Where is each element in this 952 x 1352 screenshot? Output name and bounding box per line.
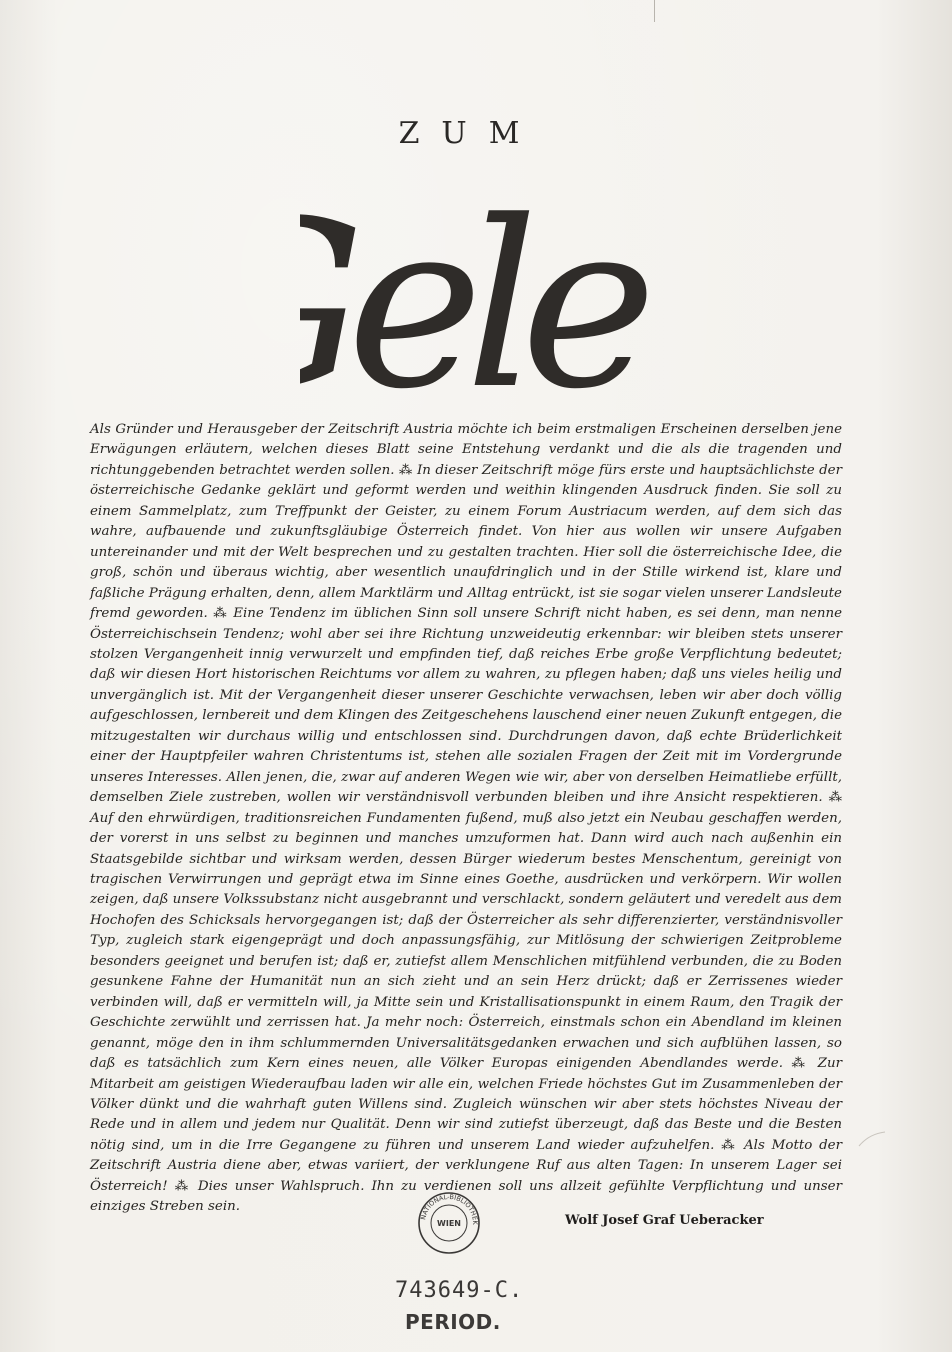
shelfmark: 743649-C.	[395, 1278, 524, 1303]
heading-zum: ZUM	[398, 116, 542, 151]
stamp-seal-icon	[416, 1190, 482, 1256]
stamp-ring-text: NATIONAL-BIBLIOTHEK	[419, 1192, 480, 1225]
geleit-text: ele	[346, 173, 639, 420]
pencil-mark-icon	[857, 1130, 887, 1150]
page-fold-line	[654, 0, 655, 22]
geleit-calligraphy	[300, 150, 650, 420]
library-stamp	[416, 1190, 482, 1256]
period-label: PERIOD.	[405, 1310, 501, 1334]
author-signature: Wolf Josef Graf Ueberacker	[565, 1213, 764, 1228]
heading-geleit	[300, 150, 650, 420]
editorial-body: Als Gründer und Herausgeber der Zeitschrift Austria möchte ich beim erstmaligen Erscheinen derselben jene Erwägungen erläutern, welchen dieses Blatt seine Entstehung verdankt und die als die tragenden und richtunggebenden betrachtet werden sollen. ⁂ In dieser Zeitschrift möge fürs erste und hauptsächlichste der österreichische Gedanke geklärt und geformt werden und weithin klingenden Ausdruck finden. Sie soll zu einem Sammelplatz, zum Treffpunkt der Geister, zu einem Forum Austriacum werden, auf dem sich das wahre, aufbauende und zukunftsgläubige Österreich findet. Von hier aus wollen wir unsere Aufgaben untereinander und mit der Welt besprechen und zu gestalten trachten. Hier soll die österreichische Idee, die groß, schön und überaus wichtig, aber wesentlich unaufdringlich und in der Stille wirkend ist, klare und faßliche Prägung erhalten, denn, allem Marktlärm und Alltag entrückt, ist sie sogar vielen unserer Landsleute fremd geworden. ⁂ Eine Tendenz im üblichen Sinn soll unsere Schrift nicht haben, es sei denn, man nenne Österreichischsein Tendenz; wohl aber sei ihre Richtung unzweideutig erkennbar: wir bleiben stets unserer stolzen Vergangenheit innig verwurzelt und empfinden tief, daß reiches Erbe große Verpflichtung bedeutet; daß wir diesen Hort historischen Reichtums vor allem zu wahren, zu pflegen haben; daß uns vieles heilig und unvergänglich ist. Mit der Vergangenheit dieser unserer Geschichte verwachsen, leben wir aber doch völlig aufgeschlossen, lernbereit und dem Klingen des Zeitgeschehens lauschend einer neuen Zukunft entgegen, die mitzugestalten wir durchaus willig und entschlossen sind. Durchdrungen davon, daß echte Brüderlichkeit einer der Hauptpfeiler wahren Christentums ist, stehen alle sozialen Fragen der Zeit mit im Vordergrunde unseres Interesses. Allen jenen, die, zwar auf anderen Wegen wie wir, aber von derselben Heimatliebe erfüllt, demselben Ziele zustreben, wollen wir verständnisvoll verbunden bleiben und ihre Ansicht respektieren. ⁂ Auf den ehrwürdigen, traditionsreichen Fundamenten fußend, muß also jetzt ein Neubau geschaffen werden, der vorerst in uns selbst zu beginnen und manches umzuformen hat. Dann wird auch nach außenhin ein Staatsgebilde sichtbar und wirksam werden, dessen Bürger wiederum bestes Menschentum, gereinigt von tragischen Verwirrungen und geprägt etwa im Sinne eines Goethe, ausdrücken und verkörpern. Wir wollen zeigen, daß unsere Volkssubstanz nicht ausgebrannt und verschlackt, sondern geläutert und veredelt aus dem Hochofen des Schicksals hervorgegangen ist; daß der Österreicher als sehr differenzierter, verständnisvoller Typ, zugleich stark eigengeprägt und doch anpassungsfähig, zur Mitlösung der schwierigen Zeitprobleme besonders geeignet und berufen ist; daß er, zutiefst allem Menschlichen mitfühlend verbunden, die zu Boden gesunkene Fahne der Humanität nun an sich zieht und an sein Herz drückt; daß er Zerrissenes wieder verbinden will, daß er vermitteln will, ja Mitte sein und Kristallisationspunkt in einem Raum, den Tragik der Geschichte zerwühlt und zerrissen hat. Ja mehr noch: Österreich, einstmals schon ein Abendland im kleinen genannt, möge den in ihm schlummernden Universalitätsgedanken erwachen und sich aufblühen lassen, so daß es tatsächlich zum Kern eines neuen, alle Völker Europas einigenden Abendlandes werde. ⁂ Zur Mitarbeit am geistigen Wiederaufbau laden wir alle ein, welchen Friede höchstes Gut im Zusammenleben der Völker dünkt und die wahrhaft guten Willens sind. Zugleich wünschen wir aber stets höchstes Niveau der Rede und in allem und jedem nur Qualität. Denn wir sind zutiefst überzeugt, daß das Beste und die Besten nötig sind, um in die Irre Gegangene zu führen und unserem Land wieder aufzuhelfen. ⁂ Als Motto der Zeitschrift Austria diene aber, etwas variiert, der verklungene Ruf aus alten Tagen: In unserem Lager sei Österreich! ⁂ Dies unser Wahlspruch. Ihn zu verdienen soll uns allzeit gefühlte Verpflichtung und unser einziges Streben sein.	[90, 422, 842, 1215]
stamp-city: WIEN	[437, 1219, 461, 1228]
